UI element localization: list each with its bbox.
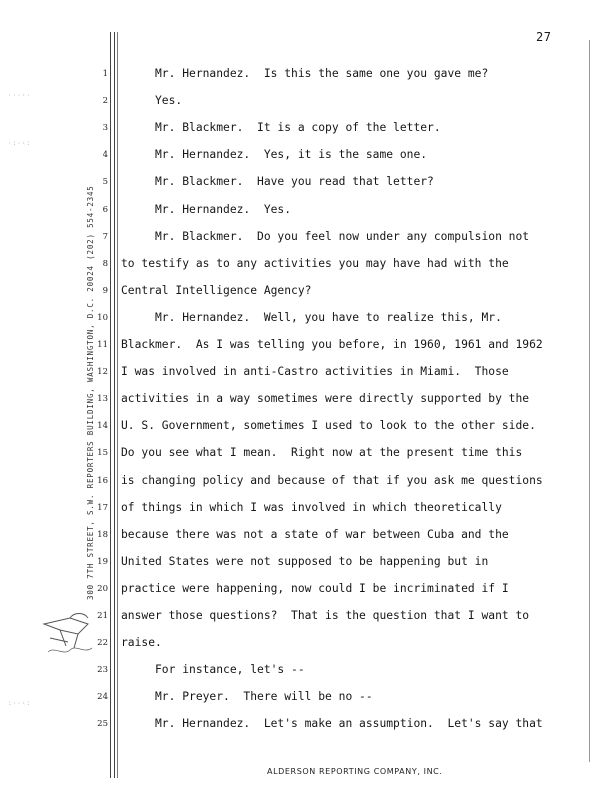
line-number: 7 — [102, 231, 108, 242]
transcript-line: For instance, let's -- — [121, 663, 305, 677]
line-number: 24 — [97, 692, 108, 703]
line-number: 17 — [97, 502, 108, 513]
line-number: 6 — [102, 204, 108, 215]
line-number: 15 — [97, 448, 108, 459]
line-number: 22 — [97, 638, 108, 649]
transcript-line: Blackmer. As I was telling you before, in 1960, 1961 and 1962 — [121, 338, 543, 351]
transcript-line: Mr. Hernandez. Let's make an assumption. Let's say that — [121, 717, 543, 731]
transcript-line: Mr. Blackmer. Have you read that letter? — [121, 175, 434, 189]
line-number: 21 — [97, 611, 108, 621]
transcript-line: Mr. Hernandez. Yes. — [121, 202, 292, 216]
line-number: 11 — [97, 340, 108, 350]
reporter-address-stamp: 300 7TH STREET, S.W. REPORTERS BUILDING, WASHINGTON, D.C. 20024 (202) 554-2345 — [86, 185, 95, 600]
line-number: 12 — [97, 367, 108, 378]
line-number: 14 — [97, 421, 108, 432]
transcript-line: Central Intelligence Agency? — [121, 283, 312, 297]
transcript-line: activities in a way sometimes were directly supported by the — [121, 392, 530, 406]
scan-speck: :···: — [8, 700, 32, 707]
transcript-line: to testify as to any activities you may have had with the — [121, 256, 509, 270]
line-number: 4 — [102, 150, 108, 161]
transcript-line: Mr. Blackmer. Do you feel now under any compulsion not — [121, 229, 530, 243]
scan-speck: ····· — [8, 92, 32, 99]
transcript-line: Mr. Hernandez. Well, you have to realize this, Mr. — [121, 310, 502, 324]
line-number: 18 — [97, 529, 108, 540]
transcript-line: answer those questions? That is the question that I want to — [121, 609, 530, 622]
transcript-line: I was involved in anti-Castro activities in Miami. Those — [121, 365, 509, 379]
line-number: 19 — [97, 556, 108, 567]
right-margin-rule — [589, 40, 590, 762]
line-number: 16 — [97, 475, 108, 486]
reporting-company-footer: ALDERSON REPORTING COMPANY, INC. — [267, 767, 443, 776]
margin-rule — [110, 32, 111, 778]
transcript-line: raise. — [121, 636, 162, 650]
line-number: 5 — [102, 177, 108, 188]
line-number: 2 — [102, 96, 108, 107]
line-number: 25 — [97, 719, 108, 730]
line-number: 8 — [102, 258, 108, 269]
line-number: 1 — [102, 69, 108, 79]
margin-rule — [114, 32, 115, 778]
transcript-line: Yes. — [121, 94, 183, 108]
line-number: 13 — [97, 394, 108, 405]
line-number: 3 — [102, 123, 108, 134]
transcript-line: Mr. Hernandez. Yes, it is the same one. — [121, 148, 428, 162]
transcript-line: is changing policy and because of that if you ask me questions — [121, 473, 543, 487]
margin-rule — [117, 32, 118, 778]
transcript-line: United States were not supposed to be happening but in — [121, 554, 489, 568]
transcript-line: because there was not a state of war between Cuba and the — [121, 527, 509, 541]
transcript-line: Mr. Hernandez. Is this the same one you gave me? — [121, 67, 489, 80]
transcript-line: of things in which I was involved in which theoretically — [121, 500, 502, 514]
page-number: 27 — [536, 30, 552, 44]
line-number: 10 — [97, 312, 108, 323]
transcript-line: Do you see what I mean. Right now at the present time this — [121, 446, 523, 460]
transcript-line: Mr. Preyer. There will be no -- — [121, 690, 373, 704]
transcript-line: Mr. Blackmer. It is a copy of the letter. — [121, 121, 441, 135]
scan-speck: ·:··: — [8, 140, 32, 147]
transcript-line: practice were happening, now could I be incriminated if I — [121, 581, 509, 595]
line-number: 23 — [97, 665, 108, 676]
line-number: 20 — [97, 583, 108, 594]
line-number: 9 — [102, 285, 108, 296]
transcript-line: U. S. Government, sometimes I used to look to the other side. — [121, 419, 536, 433]
